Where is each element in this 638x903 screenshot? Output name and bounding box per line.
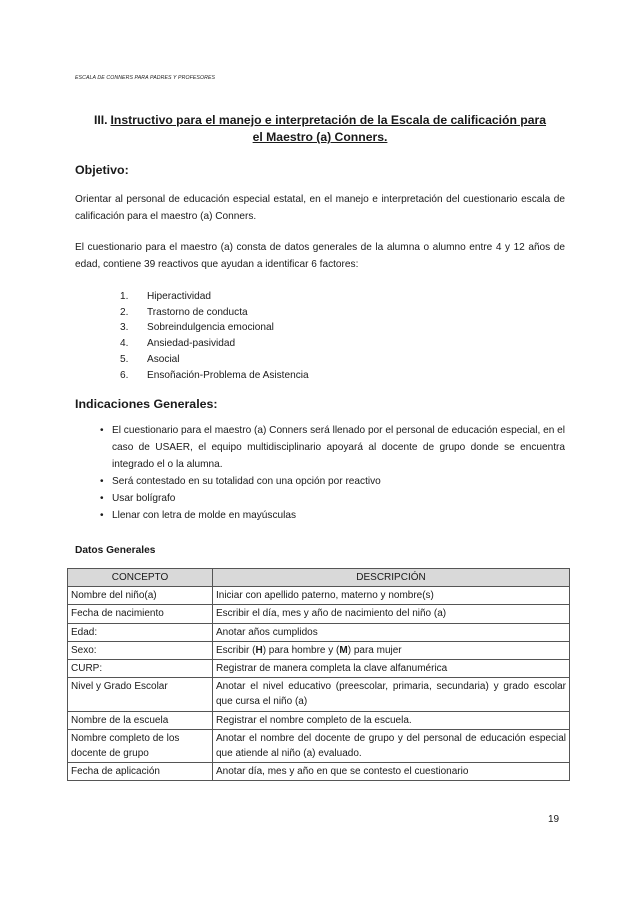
- column-header-descripcion: DESCRIPCIÓN: [213, 569, 570, 587]
- table-row: Nombre del niño(a) Iniciar con apellido paterno, materno y nombre(s): [68, 587, 570, 605]
- list-item: • El cuestionario para el maestro (a) Conners será llenado por el personal de educación especial, en el caso de USAER, el equipo multidisciplinario apoyará al docente de grupo donde se encuentra integrado el o la alumna.: [100, 425, 565, 470]
- objective-paragraph: Orientar al personal de educación especial estatal, en el manejo e interpretación del cuestionario escala de calificación para el maestro (a) Conners.: [75, 194, 565, 222]
- table-row: Sexo: Escribir (H) para hombre y (M) para mujer: [68, 641, 570, 659]
- column-header-concepto: CONCEPTO: [68, 569, 213, 587]
- questionnaire-paragraph: El cuestionario para el maestro (a) consta de datos generales de la alumna o alumno entre 4 y 12 años de edad, contiene 39 reactivos que ayudan a identificar 6 factores:: [75, 242, 565, 270]
- datos-generales-heading: Datos Generales: [75, 545, 156, 556]
- indications-list: [100, 422, 565, 524]
- section-title-line1: Instructivo para el manejo e interpretación de la Escala de calificación para: [110, 113, 547, 127]
- factors-list: [120, 289, 309, 383]
- table-row: Nombre completo de los docente de grupo Anotar el nombre del docente de grupo y del personal de educación especial que atiende al niño (a) evaluado.: [68, 729, 570, 762]
- table-row: Fecha de aplicación Anotar día, mes y año en que se contesto el cuestionario: [68, 763, 570, 781]
- page-number: 19: [548, 814, 560, 825]
- table-row: CURP: Registrar de manera completa la clave alfanumérica: [68, 660, 570, 678]
- running-header: ESCALA DE CONNERS PARA PADRES Y PROFESORES: [75, 75, 216, 81]
- list-item: 4. Ansiedad-pasividad: [120, 338, 236, 350]
- section-title: [75, 112, 565, 146]
- list-item: 6. Ensoñación-Problema de Asistencia: [120, 369, 309, 381]
- list-item: 3. Sobreindulgencia emocional: [120, 322, 274, 334]
- table-row: Edad: Anotar años cumplidos: [68, 623, 570, 641]
- list-item: 1. Hiperactividad: [120, 291, 211, 302]
- table-row: Fecha de nacimiento Escribir el día, mes y año de nacimiento del niño (a): [68, 605, 570, 623]
- list-item: • Llenar con letra de molde en mayúsculas: [100, 510, 297, 521]
- list-item: • Usar bolígrafo: [100, 493, 176, 504]
- objective-heading: Objetivo:: [75, 163, 129, 177]
- table-row: Nombre de la escuela Registrar el nombre completo de la escuela.: [68, 711, 570, 729]
- list-item: • Será contestado en su totalidad con una opción por reactivo: [100, 476, 381, 487]
- datos-generales-table: [67, 568, 570, 781]
- section-number: III.: [93, 113, 108, 127]
- table-header-row: [68, 569, 570, 587]
- table-row: Nivel y Grado Escolar Anotar el nivel educativo (preescolar, primaria, secundaria) y grado escolar que cursa el niño (a): [68, 678, 570, 711]
- list-item: 5. Asocial: [120, 353, 180, 365]
- section-title-line2: el Maestro (a) Conners.: [252, 130, 388, 144]
- list-item: 2. Trastorno de conducta: [120, 306, 248, 318]
- general-indications-heading: Indicaciones Generales:: [75, 397, 218, 411]
